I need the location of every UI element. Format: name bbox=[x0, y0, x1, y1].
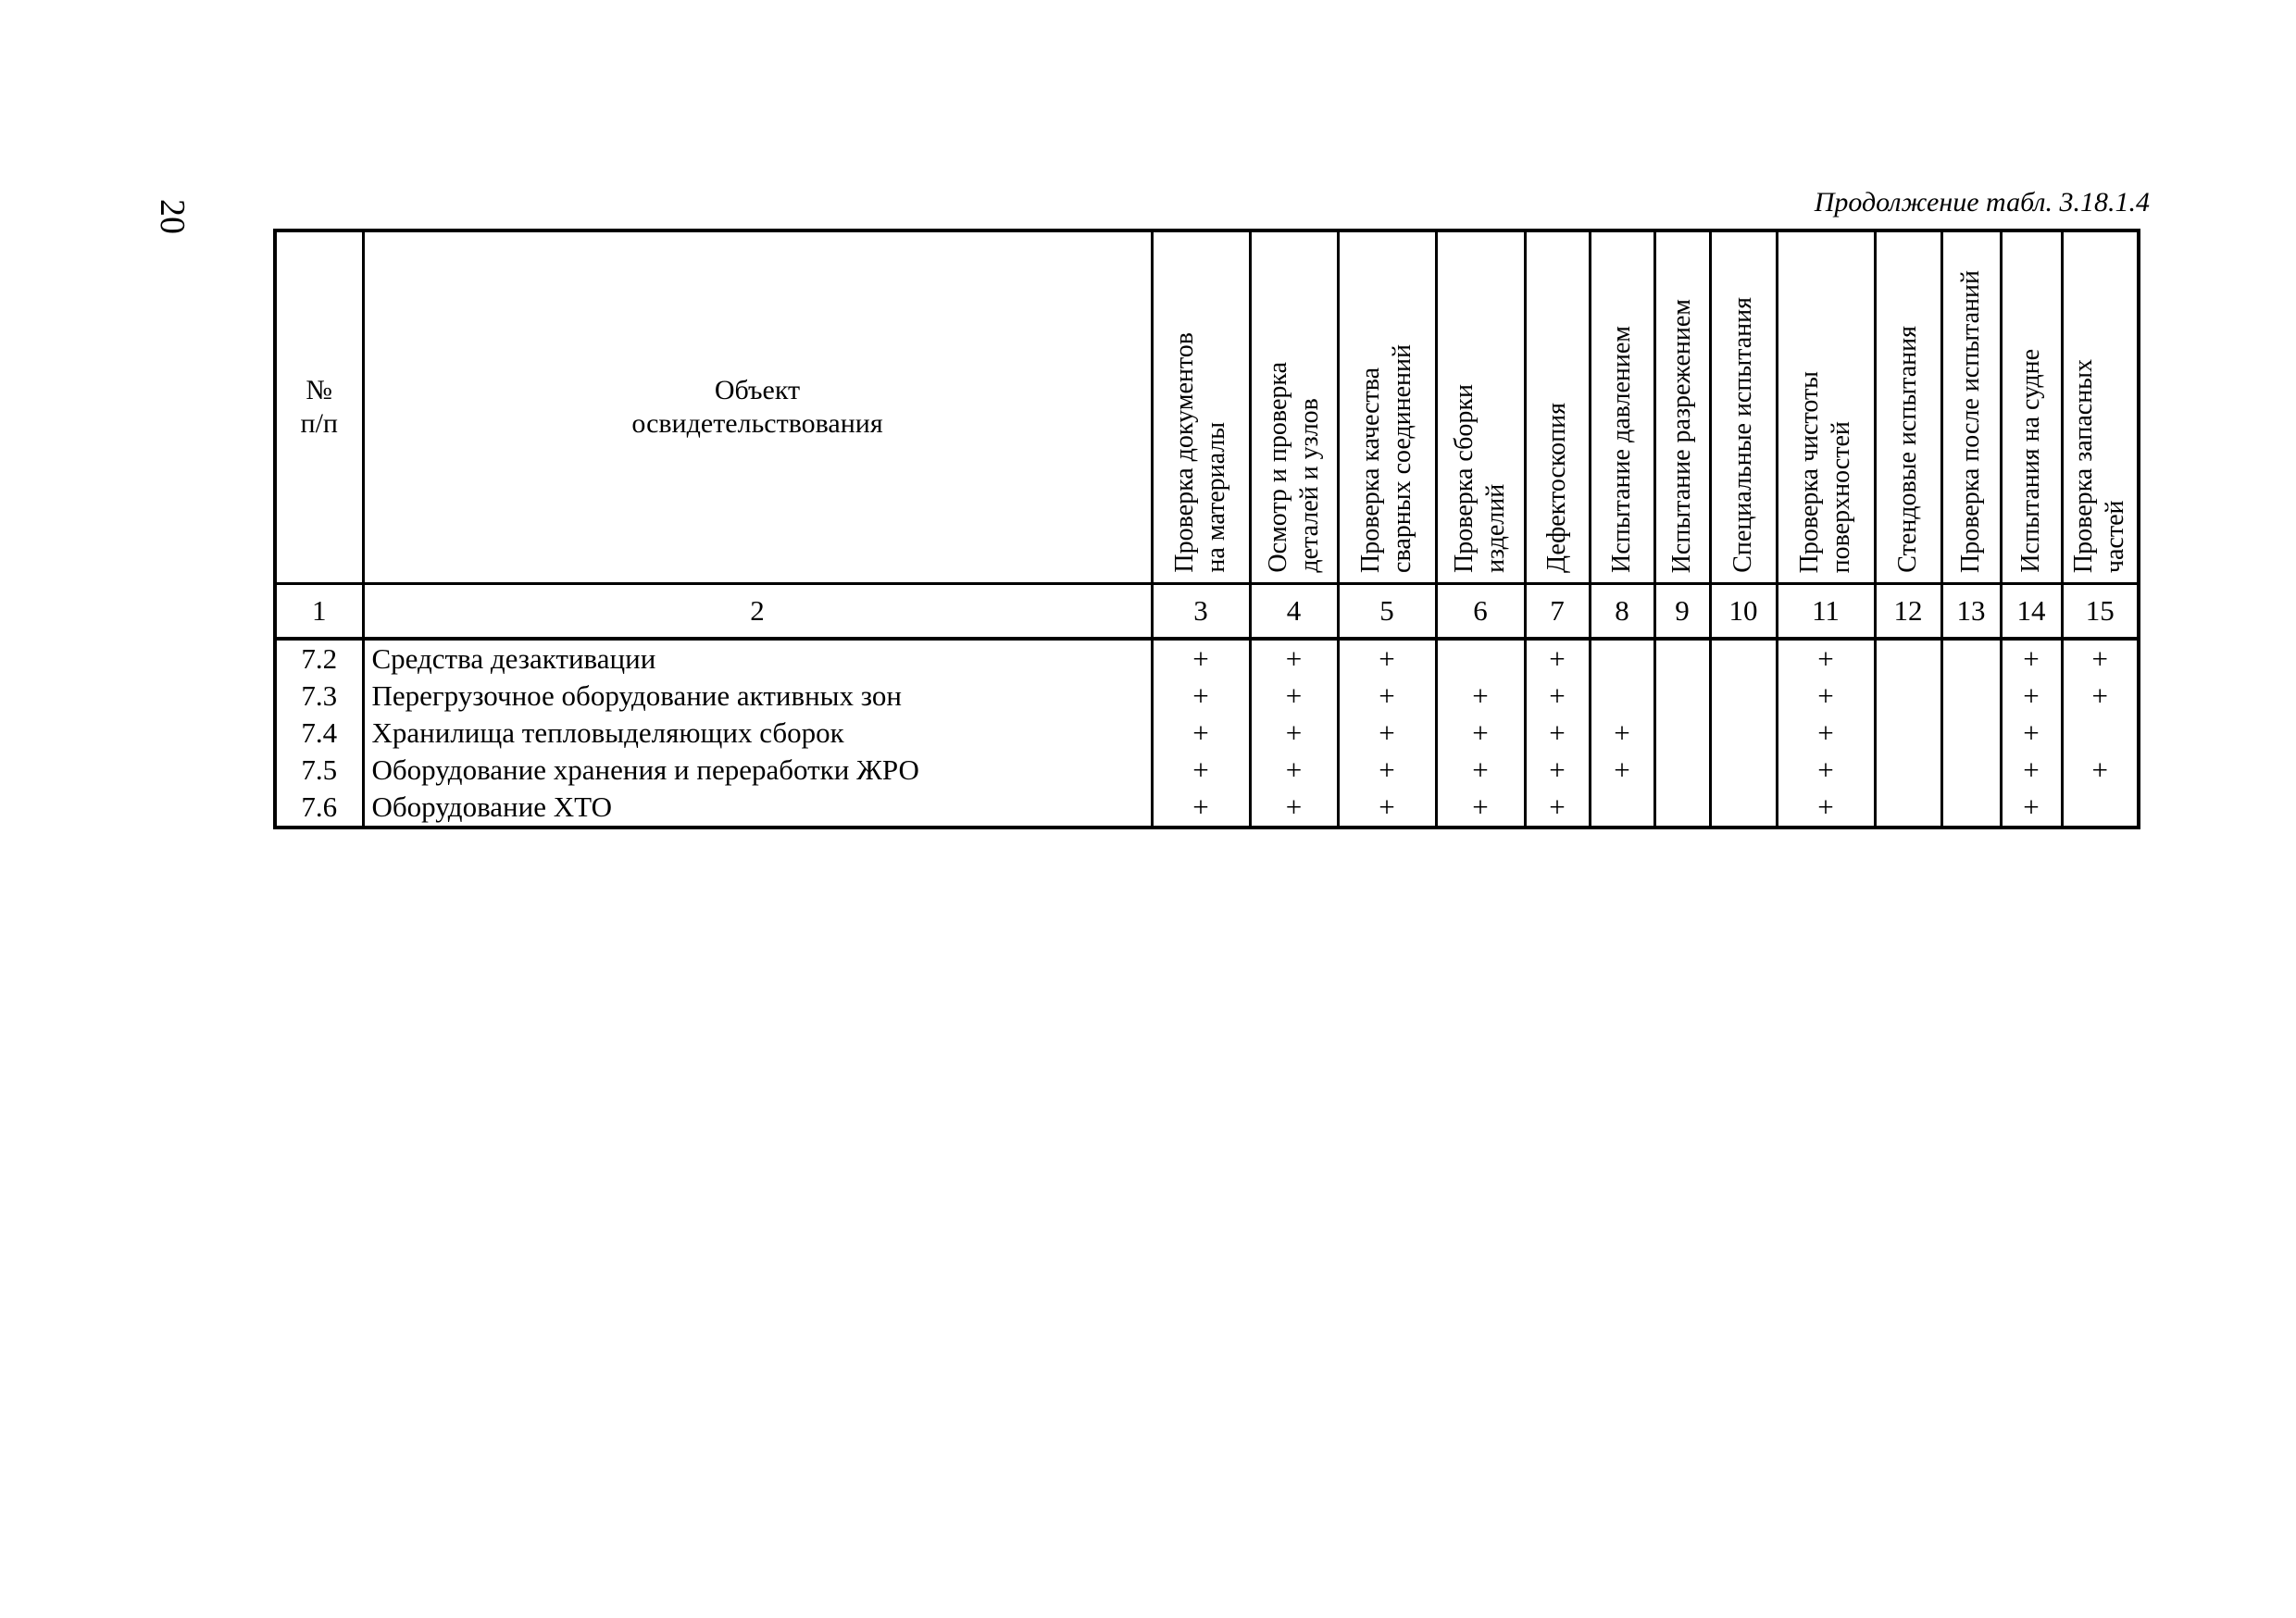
row-number: 7.6 bbox=[275, 789, 363, 828]
mark-cell: + bbox=[2062, 639, 2139, 678]
mark-cell: + bbox=[1777, 678, 1875, 715]
mark-cell bbox=[1654, 752, 1710, 789]
mark-cell: + bbox=[2001, 639, 2062, 678]
object-name: Оборудование хранения и переработки ЖРО bbox=[363, 752, 1152, 789]
header-col-label: Проверка после испытаний bbox=[1956, 270, 1985, 573]
mark-cell: + bbox=[1250, 752, 1338, 789]
mark-cell: + bbox=[1338, 639, 1436, 678]
mark-cell: + bbox=[1152, 752, 1250, 789]
mark-cell bbox=[1590, 678, 1654, 715]
mark-cell bbox=[1941, 715, 2001, 752]
header-object bbox=[363, 230, 1152, 584]
mark-cell: + bbox=[2001, 715, 2062, 752]
mark-cell bbox=[1941, 678, 2001, 715]
mark-cell: + bbox=[1436, 678, 1525, 715]
mark-cell bbox=[1710, 678, 1777, 715]
row-number: 7.2 bbox=[275, 639, 363, 678]
mark-cell bbox=[1875, 639, 1941, 678]
column-number: 2 bbox=[363, 584, 1152, 640]
header-col-13 bbox=[1941, 230, 2001, 584]
mark-cell: + bbox=[1152, 639, 1250, 678]
mark-cell: + bbox=[1590, 715, 1654, 752]
object-name: Оборудование ХТО bbox=[363, 789, 1152, 828]
row-number: 7.5 bbox=[275, 752, 363, 789]
header-col-4 bbox=[1250, 230, 1338, 584]
header-col-label: Испытание разрежением bbox=[1667, 298, 1696, 573]
header-col-label: Стендовые испытания bbox=[1893, 326, 1922, 573]
header-col-label: Испытание давлением bbox=[1607, 326, 1636, 573]
mark-cell bbox=[1941, 752, 2001, 789]
header-col-label: Проверка чистоты поверхностей bbox=[1795, 370, 1855, 573]
header-col-10 bbox=[1710, 230, 1777, 584]
column-number: 4 bbox=[1250, 584, 1338, 640]
table-row bbox=[275, 715, 2139, 752]
mark-cell: + bbox=[1777, 715, 1875, 752]
mark-cell: + bbox=[1250, 789, 1338, 828]
header-col-11 bbox=[1777, 230, 1875, 584]
mark-cell bbox=[1875, 715, 1941, 752]
table-caption: Продолжение табл. 3.18.1.4 bbox=[1814, 187, 2150, 218]
mark-cell: + bbox=[1777, 789, 1875, 828]
mark-cell bbox=[2062, 715, 2139, 752]
mark-cell: + bbox=[1525, 715, 1590, 752]
mark-cell bbox=[1654, 715, 1710, 752]
column-number: 1 bbox=[275, 584, 363, 640]
header-row bbox=[275, 230, 2139, 584]
header-col-label: Дефектоскопия bbox=[1542, 402, 1571, 573]
header-number bbox=[275, 230, 363, 584]
mark-cell: + bbox=[1436, 789, 1525, 828]
table-row bbox=[275, 752, 2139, 789]
mark-cell bbox=[1941, 639, 2001, 678]
header-col-label: Специальные испытания bbox=[1728, 297, 1757, 573]
header-col-14 bbox=[2001, 230, 2062, 584]
header-col-7 bbox=[1525, 230, 1590, 584]
column-number: 7 bbox=[1525, 584, 1590, 640]
mark-cell: + bbox=[1525, 678, 1590, 715]
header-col-3 bbox=[1152, 230, 1250, 584]
mark-cell: + bbox=[1436, 715, 1525, 752]
header-col-5 bbox=[1338, 230, 1436, 584]
header-col-15 bbox=[2062, 230, 2139, 584]
mark-cell: + bbox=[2062, 678, 2139, 715]
mark-cell: + bbox=[1338, 678, 1436, 715]
mark-cell: + bbox=[1250, 715, 1338, 752]
mark-cell: + bbox=[1338, 789, 1436, 828]
mark-cell bbox=[1875, 752, 1941, 789]
column-number: 9 bbox=[1654, 584, 1710, 640]
mark-cell: + bbox=[2001, 752, 2062, 789]
mark-cell bbox=[1710, 752, 1777, 789]
mark-cell: + bbox=[1152, 715, 1250, 752]
mark-cell: + bbox=[1152, 789, 1250, 828]
header-col-9 bbox=[1654, 230, 1710, 584]
header-col-label: Проверка качества сварных соединений bbox=[1356, 344, 1416, 573]
mark-cell bbox=[1654, 678, 1710, 715]
mark-cell: + bbox=[1250, 639, 1338, 678]
mark-cell: + bbox=[1338, 715, 1436, 752]
mark-cell bbox=[1436, 639, 1525, 678]
mark-cell: + bbox=[1777, 752, 1875, 789]
mark-cell: + bbox=[1777, 639, 1875, 678]
mark-cell bbox=[1590, 639, 1654, 678]
header-col-6 bbox=[1436, 230, 1525, 584]
mark-cell: + bbox=[1525, 752, 1590, 789]
header-col-label: Проверка документов на материалы bbox=[1170, 332, 1230, 573]
mark-cell: + bbox=[1338, 752, 1436, 789]
column-number: 8 bbox=[1590, 584, 1654, 640]
row-number: 7.3 bbox=[275, 678, 363, 715]
mark-cell: + bbox=[1525, 789, 1590, 828]
mark-cell bbox=[1941, 789, 2001, 828]
mark-cell: + bbox=[2001, 789, 2062, 828]
mark-cell bbox=[1590, 789, 1654, 828]
mark-cell: + bbox=[1525, 639, 1590, 678]
header-number-label: № п/п bbox=[300, 375, 338, 439]
mark-cell bbox=[1654, 639, 1710, 678]
column-number: 12 bbox=[1875, 584, 1941, 640]
mark-cell bbox=[1710, 715, 1777, 752]
row-number: 7.4 bbox=[275, 715, 363, 752]
column-number-row bbox=[275, 584, 2139, 640]
column-number: 11 bbox=[1777, 584, 1875, 640]
page-number: 20 bbox=[153, 199, 192, 234]
mark-cell bbox=[2062, 789, 2139, 828]
mark-cell bbox=[1875, 789, 1941, 828]
mark-cell: + bbox=[1250, 678, 1338, 715]
header-col-label: Проверка запасных частей bbox=[2069, 358, 2130, 573]
table-row bbox=[275, 678, 2139, 715]
mark-cell bbox=[1710, 789, 1777, 828]
table-row bbox=[275, 639, 2139, 678]
table-row bbox=[275, 789, 2139, 828]
mark-cell: + bbox=[2001, 678, 2062, 715]
object-name: Перегрузочное оборудование активных зон bbox=[363, 678, 1152, 715]
header-col-8 bbox=[1590, 230, 1654, 584]
mark-cell: + bbox=[1152, 678, 1250, 715]
inspection-table bbox=[273, 229, 2140, 829]
column-number: 5 bbox=[1338, 584, 1436, 640]
mark-cell bbox=[1710, 639, 1777, 678]
object-name: Средства дезактивации bbox=[363, 639, 1152, 678]
mark-cell: + bbox=[1436, 752, 1525, 789]
mark-cell bbox=[1654, 789, 1710, 828]
column-number: 14 bbox=[2001, 584, 2062, 640]
header-object-label: Объект освидетельствования bbox=[631, 375, 883, 439]
mark-cell bbox=[1875, 678, 1941, 715]
column-number: 15 bbox=[2062, 584, 2139, 640]
header-col-label: Проверка сборки изделий bbox=[1450, 384, 1510, 573]
header-col-label: Испытания на судне bbox=[2016, 349, 2045, 573]
mark-cell: + bbox=[2062, 752, 2139, 789]
column-number: 3 bbox=[1152, 584, 1250, 640]
column-number: 6 bbox=[1436, 584, 1525, 640]
header-col-label: Осмотр и проверка деталей и узлов bbox=[1263, 362, 1324, 573]
mark-cell: + bbox=[1590, 752, 1654, 789]
object-name: Хранилища тепловыделяющих сборок bbox=[363, 715, 1152, 752]
header-col-12 bbox=[1875, 230, 1941, 584]
column-number: 13 bbox=[1941, 584, 2001, 640]
column-number: 10 bbox=[1710, 584, 1777, 640]
